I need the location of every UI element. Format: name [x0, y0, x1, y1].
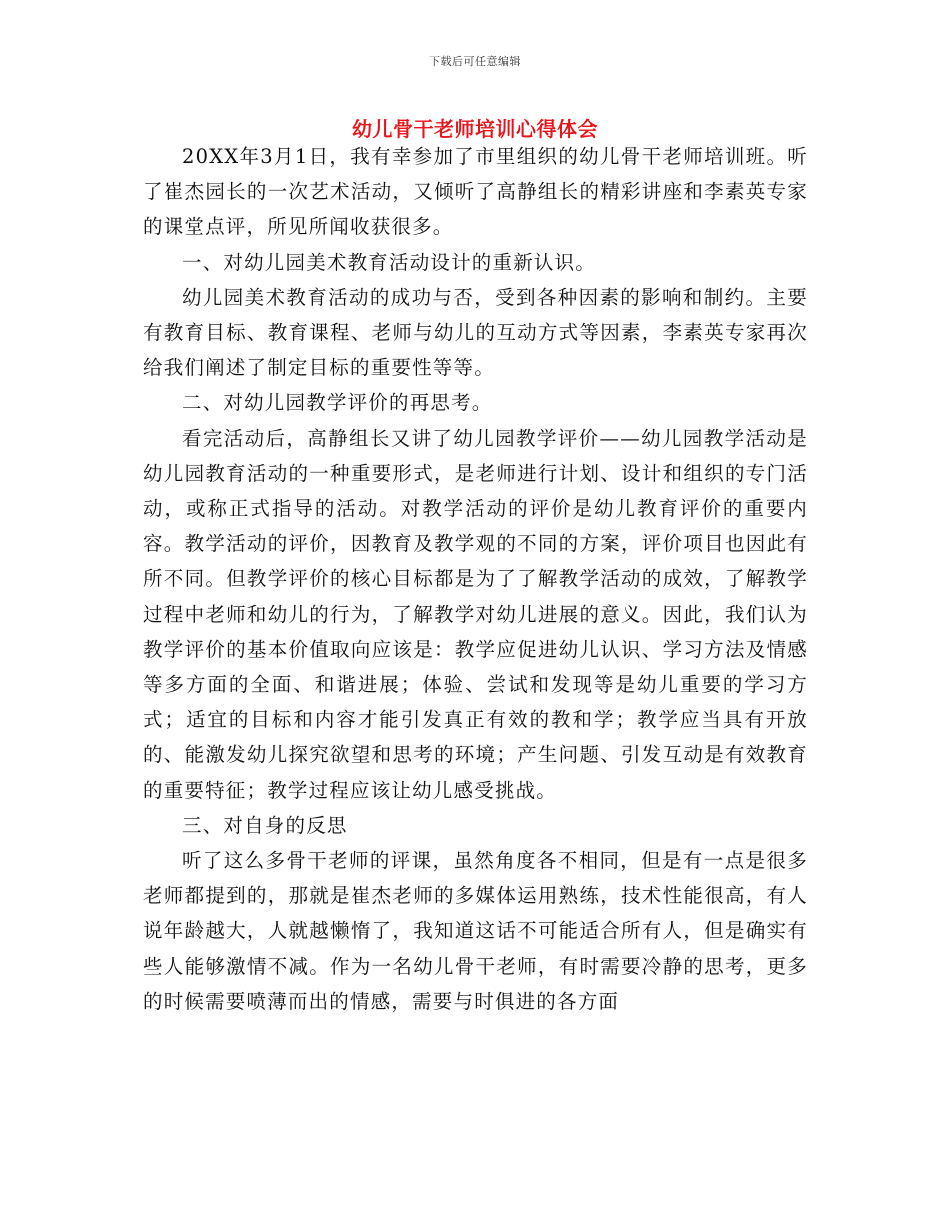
paragraph-section-3: 听了这么多骨干老师的评课，虽然角度各不相同，但是有一点是很多老师都提到的，那就是崔杰老师的多媒体运用熟练，技术性能很高，有人说年龄越大，人就越懒惰了，我知道这话不可能适合所有人，但是确实有些人能够激情不减。作为一名幼儿骨干老师，有时需要冷静的思考，更多的时候需要喷薄而出的情感，需要与时俱进的各方面	[143, 849, 808, 1013]
paragraph-intro: 20XX年3月1日，我有幸参加了市里组织的幼儿骨干老师培训班。听了崔杰园长的一次艺术活动，又倾听了高静组长的精彩讲座和李素英专家的课堂点评，所见所闻收获很多。	[143, 145, 808, 239]
header-note: 下载后可任意编辑	[429, 55, 521, 68]
document-title: 幼儿骨干老师培训心得体会	[352, 117, 598, 141]
paragraph-section-2: 看完活动后，高静组长又讲了幼儿园教学评价——幼儿园教学活动是幼儿园教育活动的一种重要形式，是老师进行计划、设计和组织的专门活动，或称正式指导的活动。对教学活动的评价是幼儿教育评价的重要内容。教学活动的评价，因教育及教学观的不同的方案，评价项目也因此有所不同。但教学评价的核心目标都是为了了解教学活动的成效，了解教学过程中老师和幼儿的行为，了解教学对幼儿进展的意义。因此，我们认为教学评价的基本价值取向应该是：教学应促进幼儿认识、学习方法及情感等多方面的全面、和谐进展；体验、尝试和发现等是幼儿重要的学习方式；适宜的目标和内容才能引发真正有效的教和学；教学应当具有开放的、能激发幼儿探究欲望和思考的环境；产生问题、引发互动是有效教育的重要特征；教学过程应该让幼儿感受挑战。	[143, 426, 808, 802]
paragraph-section-1: 幼儿园美术教育活动的成功与否，受到各种因素的影响和制约。主要有教育目标、教育课程、老师与幼儿的互动方式等因素，李素英专家再次给我们阐述了制定目标的重要性等等。	[143, 285, 808, 380]
section-heading-1: 一、对幼儿园美术教育活动设计的重新认识。	[182, 250, 597, 274]
section-heading-3: 三、对自身的反思	[182, 813, 348, 837]
section-heading-2: 二、对幼儿园教学评价的再思考。	[182, 391, 493, 415]
document-body	[143, 139, 808, 1019]
